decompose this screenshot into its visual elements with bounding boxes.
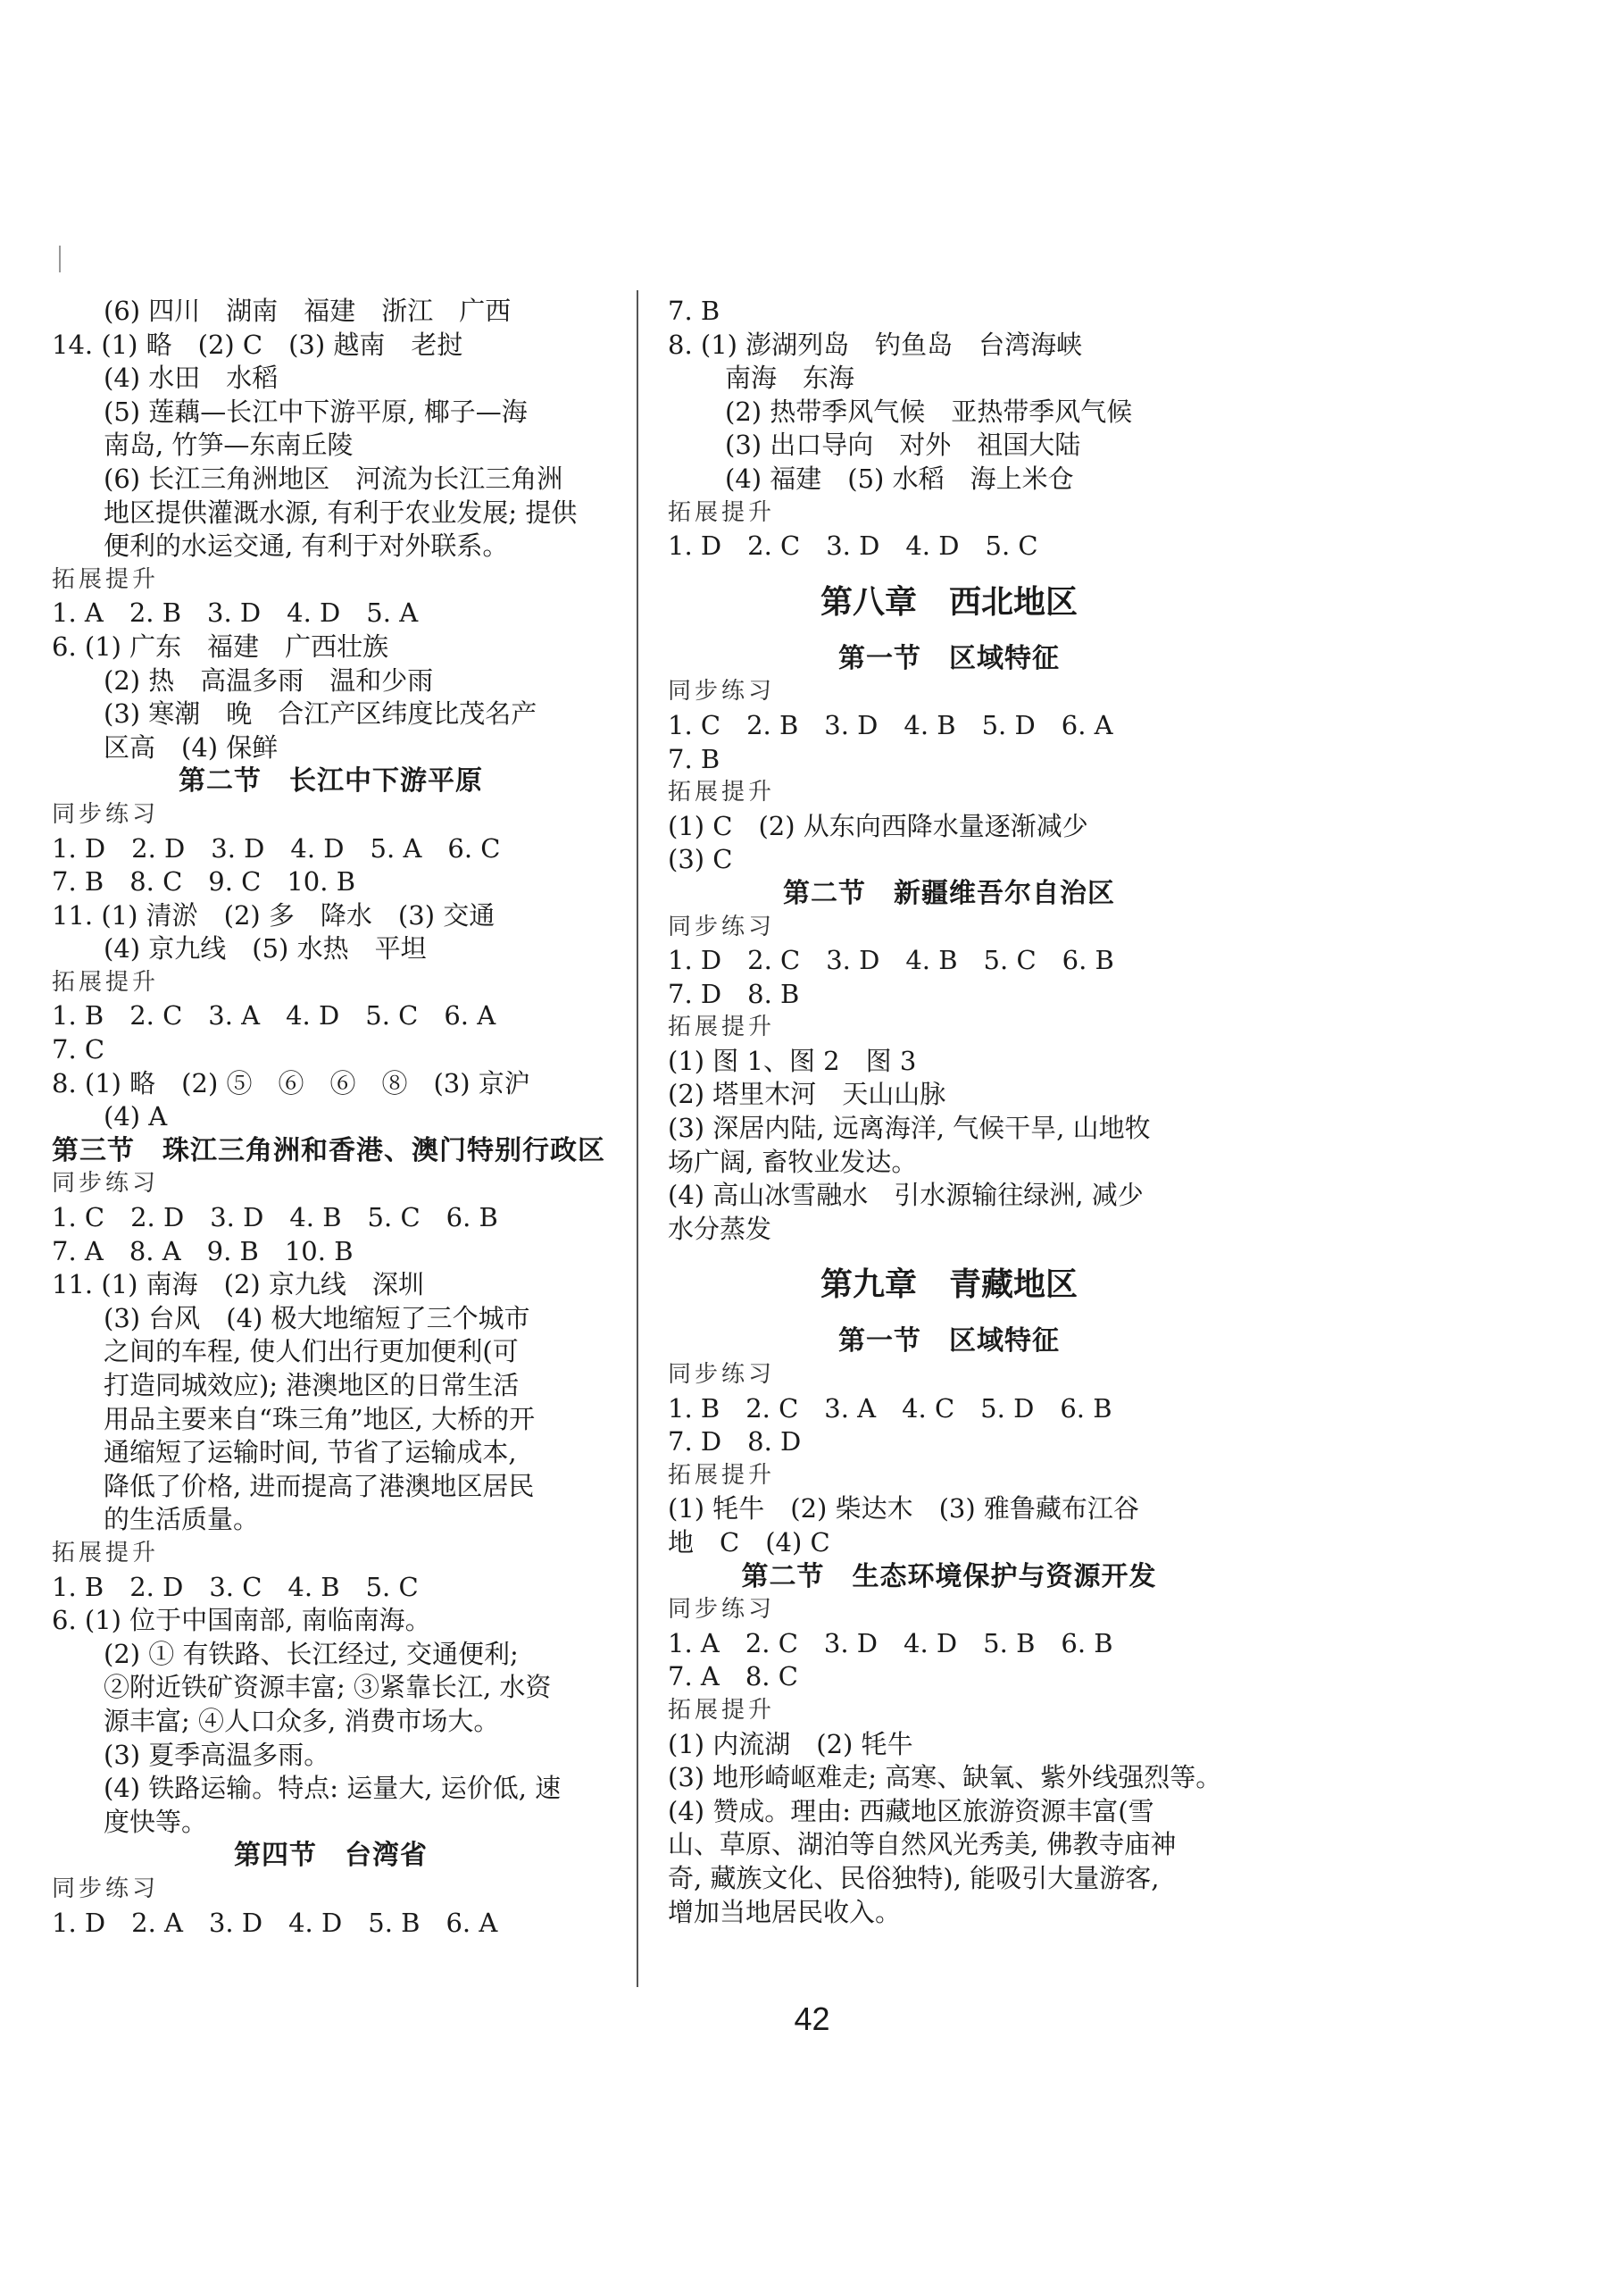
section-label: 拓展提升 [668,779,776,806]
answer-line: 1. C 2. D 3. D 4. B 5. C 6. B [52,1202,498,1233]
answer-line: 南海 东海 [725,363,855,394]
answer-line: 奇, 藏族文化、民俗独特), 能吸引大量游客, [668,1862,1160,1893]
section-heading: 第二节 新疆维吾尔自治区 [783,877,1115,909]
answer-line: (1) 内流湖 (2) 牦牛 [668,1728,913,1759]
section-label: 拓展提升 [668,1014,776,1041]
answer-line: (3) 地形崎岖难走; 高寒、缺氧、紫外线强烈等。 [668,1762,1222,1793]
section-label: 同步练习 [668,913,776,940]
answer-line: 7. D 8. B [668,978,800,1009]
answer-line: 增加当地居民收入。 [668,1896,902,1927]
answer-line: 11. (1) 南海 (2) 京九线 深圳 [52,1269,424,1300]
answer-line: 7. A 8. C [668,1661,798,1692]
answer-line: 源丰富; ④人口众多, 消费市场大。 [104,1705,500,1736]
answer-line: ②附近铁矿资源丰富; ③紧靠长江, 水资 [104,1672,552,1703]
section-label: 同步练习 [668,678,776,706]
answer-line: (4) 福建 (5) 水稻 海上米仓 [725,463,1074,494]
section-label: 拓展提升 [52,1539,160,1566]
chapter-heading: 第九章 青藏地区 [820,1266,1078,1304]
answer-line: 7. A 8. A 9. B 10. B [52,1235,354,1266]
section-label: 同步练习 [52,1875,160,1902]
column-divider [637,290,638,1987]
answer-line: (3) 台风 (4) 极大地缩短了三个城市 [104,1302,530,1333]
answer-line: (2) 热 高温多雨 温和少雨 [104,664,434,696]
answer-line: 1. A 2. B 3. D 4. D 5. A [52,597,419,629]
answer-line: 1. B 2. D 3. C 4. B 5. C [52,1571,419,1602]
answer-line: 水分蒸发 [668,1213,772,1244]
answer-line: (1) C (2) 从东向西降水量逐渐减少 [668,810,1088,841]
answer-line: 14. (1) 略 (2) C (3) 越南 老挝 [52,329,463,360]
answer-line: (6) 四川 湖南 福建 浙江 广西 [104,296,512,326]
answer-line: 6. (1) 位于中国南部, 南临南海。 [52,1605,431,1636]
section-label: 同步练习 [668,1596,776,1624]
answer-line: (4) A [104,1101,168,1132]
answer-line: 1. D 2. C 3. D 4. B 5. C 6. B [668,945,1114,976]
answer-line: 降低了价格, 进而提高了港澳地区居民 [104,1470,535,1501]
answer-line: 南岛, 竹笋—东南丘陵 [104,430,354,461]
answer-line: (5) 莲藕—长江中下游平原, 椰子—海 [104,396,528,427]
answer-line: 11. (1) 清淤 (2) 多 降水 (3) 交通 [52,899,496,931]
answer-line: 6. (1) 广东 福建 广西壮族 [52,631,389,662]
section-label: 同步练习 [52,800,160,828]
section-label: 同步练习 [668,1361,776,1389]
answer-line: 便利的水运交通, 有利于对外联系。 [104,530,509,562]
answer-line: 地 C (4) C [668,1527,830,1558]
answer-line: 1. D 2. C 3. D 4. D 5. C [668,530,1038,562]
answer-line: 之间的车程, 使人们出行更加便利(可 [104,1336,519,1367]
answer-line: (3) 深居内陆, 远离海洋, 气候干旱, 山地牧 [668,1113,1151,1144]
chapter-heading: 第八章 西北地区 [820,583,1078,621]
answer-line: (3) 出口导向 对外 祖国大陆 [725,430,1081,461]
answer-line: 1. D 2. D 3. D 4. D 5. A 6. C [52,832,501,864]
answer-line: 山、草原、湖泊等自然风光秀美, 佛教寺庙神 [668,1829,1177,1860]
answer-line: 用品主要来自“珠三角”地区, 大桥的开 [104,1403,536,1434]
scan-edge-mark [59,246,61,272]
answer-line: 1. B 2. C 3. A 4. D 5. C 6. A [52,1000,496,1031]
answer-line: 的生活质量。 [104,1504,260,1535]
answer-line: (1) 图 1、图 2 图 3 [668,1045,917,1076]
answer-line: 7. B [668,743,720,774]
section-heading: 第一节 区域特征 [838,1325,1060,1357]
answer-line: 区高 (4) 保鲜 [104,731,279,763]
answer-line: 度快等。 [104,1806,208,1837]
section-label: 拓展提升 [668,498,776,526]
section-label: 拓展提升 [668,1696,776,1724]
section-heading: 第三节 珠江三角洲和香港、澳门特别行政区 [52,1134,605,1166]
answer-line: (4) 水田 水稻 [104,363,279,394]
section-label: 同步练习 [52,1170,160,1198]
answer-line: (4) 京九线 (5) 水热 平坦 [104,933,427,965]
answer-line: 打造同城效应); 港澳地区的日常生活 [104,1370,520,1400]
answer-line: 1. B 2. C 3. A 4. C 5. D 6. B [668,1392,1112,1424]
answer-line: 1. C 2. B 3. D 4. B 5. D 6. A [668,709,1113,740]
section-label: 拓展提升 [52,565,160,593]
answer-line: (3) C [668,844,733,875]
section-heading: 第四节 台湾省 [234,1840,428,1872]
answer-line: 通缩短了运输时间, 节省了运输成本, [104,1437,517,1468]
answer-line: 8. (1) 略 (2) ⑤ ⑥ ⑥ ⑧ (3) 京沪 [52,1067,530,1098]
page-number: 42 [794,2000,830,2037]
answer-line: (2) 热带季风气候 亚热带季风气候 [725,396,1133,427]
answer-line: 7. B [668,296,720,326]
answer-line: (4) 高山冰雪融水 引水源输往绿洲, 减少 [668,1180,1144,1211]
section-heading: 第二节 生态环境保护与资源开发 [741,1560,1157,1592]
answer-line: 1. D 2. A 3. D 4. D 5. B 6. A [52,1907,498,1938]
answer-line: (1) 牦牛 (2) 柴达木 (3) 雅鲁藏布江谷 [668,1493,1139,1524]
answer-line: (3) 夏季高温多雨。 [104,1739,330,1770]
answer-line: (2) 塔里木河 天山山脉 [668,1079,946,1110]
answer-line: 7. B 8. C 9. C 10. B [52,866,355,898]
answer-line: (6) 长江三角洲地区 河流为长江三角洲 [104,463,563,494]
answer-line: (4) 铁路运输。特点: 运量大, 运价低, 速 [104,1773,562,1804]
answer-line: (4) 赞成。理由: 西藏地区旅游资源丰富(雪 [668,1795,1154,1826]
answer-line: (3) 寒潮 晚 合江产区纬度比茂名产 [104,698,537,730]
answer-line: 7. C [52,1034,105,1065]
answer-line: 场广阔, 畜牧业发达。 [668,1146,918,1177]
answer-line: 7. D 8. D [668,1426,802,1457]
section-heading: 第一节 区域特征 [838,642,1060,674]
right-column [668,295,1230,1929]
left-column [52,295,610,1940]
answer-line: 8. (1) 澎湖列岛 钓鱼岛 台湾海峡 [668,329,1083,360]
section-label: 拓展提升 [52,968,160,996]
section-heading: 第二节 长江中下游平原 [179,765,483,798]
section-label: 拓展提升 [668,1461,776,1489]
answer-line: (2) ① 有铁路、长江经过, 交通便利; [104,1638,519,1669]
answer-line: 1. A 2. C 3. D 4. D 5. B 6. B [668,1627,1113,1658]
answer-line: 地区提供灌溉水源, 有利于农业发展; 提供 [104,497,578,528]
